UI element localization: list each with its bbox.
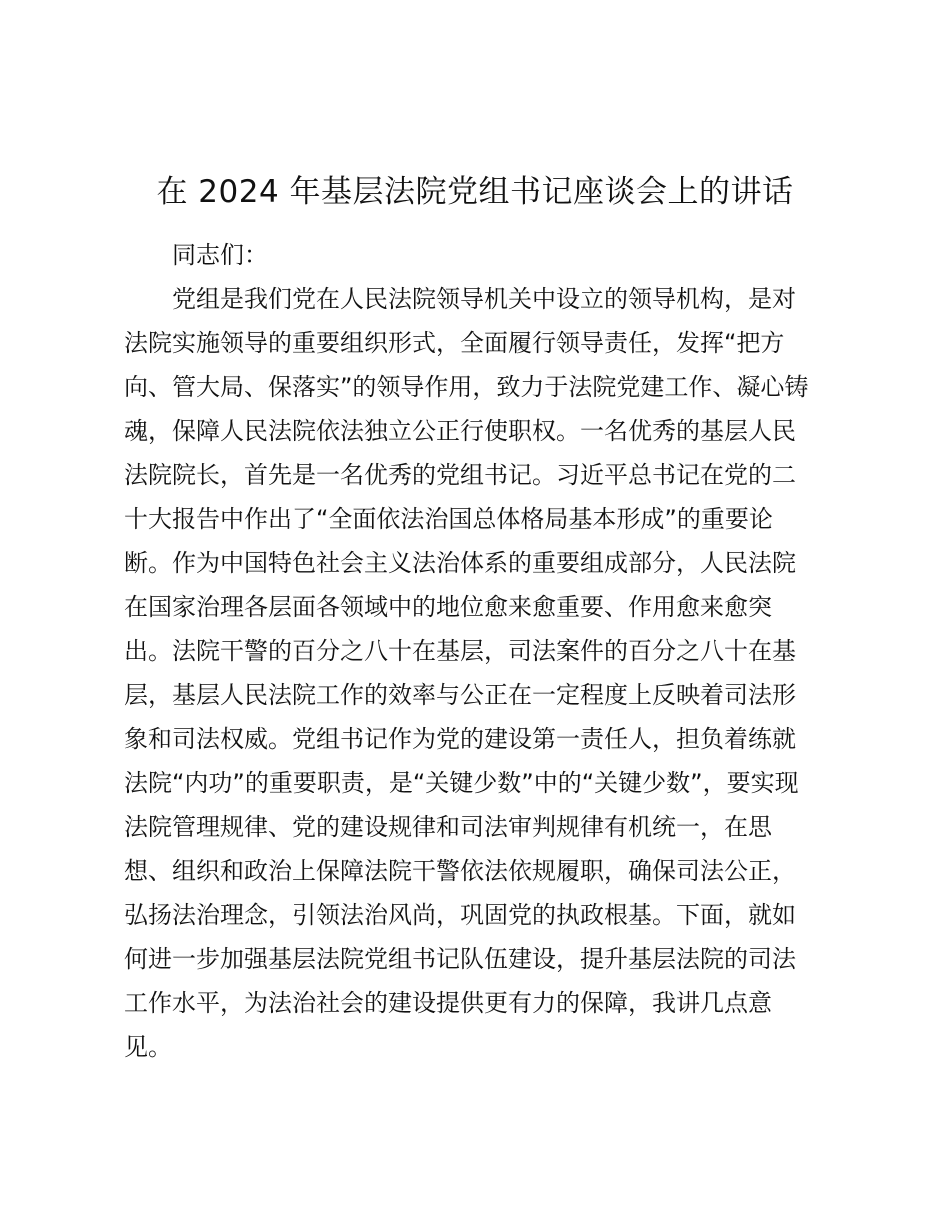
paragraph-line: 层，基层人民法院工作的效率与公正在一定程度上反映着司法形: [124, 681, 796, 709]
paragraph-line: 法院管理规律、党的建设规律和司法审判规律有机统一，在思: [124, 813, 772, 841]
paragraph-line: 十大报告中作出了“全面依法治国总体格局基本形成”的重要论: [124, 505, 773, 533]
paragraph-line: 见。: [124, 1033, 172, 1061]
paragraph-line: 法院院长，首先是一名优秀的党组书记。习近平总书记在党的二: [124, 461, 796, 489]
document-title: 在 2024 年基层法院党组书记座谈会上的讲话: [156, 174, 794, 210]
paragraph-line: 法院实施领导的重要组织形式，全面履行领导责任，发挥“把方: [124, 329, 785, 357]
paragraph-line: 魂，保障人民法院依法独立公正行使职权。一名优秀的基层人民: [124, 417, 796, 445]
paragraph-line: 向、管大局、保落实”的领导作用，致力于法院党建工作、凝心铸: [124, 373, 809, 401]
paragraph-line: 何进一步加强基层法院党组书记队伍建设，提升基层法院的司法: [124, 945, 796, 973]
paragraph-line: 象和司法权威。党组书记作为党的建设第一责任人，担负着练就: [124, 725, 796, 753]
paragraph-line: 党组是我们党在人民法院领导机关中设立的领导机构，是对: [172, 285, 796, 313]
paragraph-line: 断。作为中国特色社会主义法治体系的重要组成部分，人民法院: [124, 549, 796, 577]
paragraph-line: 工作水平，为法治社会的建设提供更有力的保障，我讲几点意: [124, 989, 772, 1017]
paragraph-line: 弘扬法治理念，引领法治风尚，巩固党的执政根基。下面，就如: [124, 901, 796, 929]
paragraph-line: 想、组织和政治上保障法院干警依法依规履职，确保司法公正，: [124, 857, 796, 885]
paragraph-line: 出。法院干警的百分之八十在基层，司法案件的百分之八十在基: [124, 637, 796, 665]
paragraph-line: 法院“内功”的重要职责，是“关键少数”中的“关键少数”，要实现: [124, 769, 799, 797]
paragraph-line: 在国家治理各层面各领域中的地位愈来愈重要、作用愈来愈突: [124, 593, 772, 621]
salutation: 同志们：: [172, 241, 268, 269]
